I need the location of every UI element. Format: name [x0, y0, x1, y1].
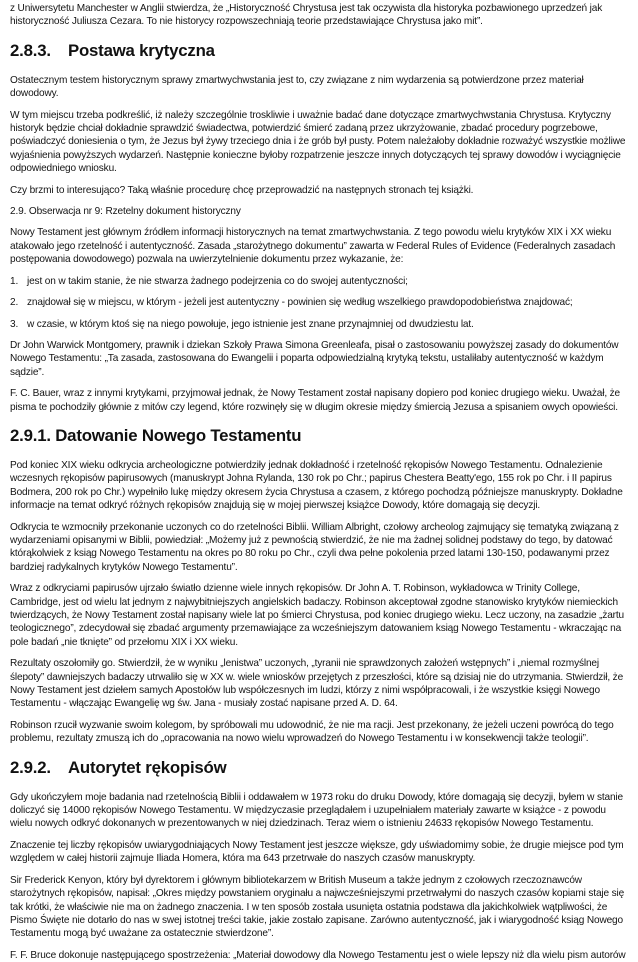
section-title: Autorytet rękopisów	[68, 757, 227, 777]
paragraph: Robinson rzucił wyzwanie swoim kolegom, by spróbowali mu udowodnić, że nie ma racji. Jest przekonany, że jeżeli uczeni powrócą do tego problemu, rezultaty zmuszą ich do „opracowania na nowo wielu wprowadzeń do Nowego Testamentu i w konsekwencji także teologii”.	[10, 719, 614, 745]
paragraph: Gdy ukończyłem moje badania nad rzetelnością Biblii i oddawałem w 1973 roku do druku Dowody, które domagają się decyzji, byłem w stanie doliczyć się 14000 rękopisów Nowego Testamentu. W międzyczasie przeglądałem i uzupełniałem materiały zawarte w książce - z powodu wielu nowych odkryć dokonanych w prezentowanych w niej dziedzinach. Teraz wiem o istnieniu 24633 rękopisów Nowego Testamentu.	[10, 791, 623, 830]
section-number: 2.9.2.	[10, 757, 51, 777]
list-text: w czasie, w którym ktoś się na niego powołuje, jego istnienie jest znane przynajmniej od dwudziestu lat.	[27, 318, 474, 330]
paragraph: Nowy Testament jest głównym źródłem informacji historycznych na temat zmartwychwstania. Z tego powodu wielu krytyków XIX i XX wieku atakowało jego rzetelność i autentyczność. Zasada „starożytnego dokumentu” zawarta w Federal Rules of Evidence (Federalnych zasadach postępowania dowodowego) pozwala na uwierzytelnienie dokumentu przez wykazanie, że:	[10, 227, 616, 266]
section-number: 2.9.1.	[10, 425, 51, 445]
paragraph: Pod koniec XIX wieku odkrycia archeologiczne potwierdziły jednak dokładność i rzetelność rękopisów Nowego Testamentu. Odnalezienie wczesnych rękopisów papirusowych (manuskrypt Johna Rylanda, 130 rok po Chr.; papirus Chestera Beatty'ego, 155 rok po Chr. i II papirus Bodmera, 200 rok po Chr.) wypełniło lukę między okresem życia Chrystusa a czasem, z którego pochodzą późniejsze manuskrypty. Dokładne informacje na temat odkryć różnych rękopisów znajdują się w mojej pierwszej książce Dowody, które domagają się decyzji.	[10, 459, 623, 512]
list-text: znajdował się w miejscu, w którym - jeżeli jest autentyczny - powinien się według wszelkiego prawdopodobieństwa znajdować;	[27, 297, 573, 309]
section-title: Postawa krytyczna	[68, 40, 215, 60]
section-number: 2.8.3.	[10, 40, 51, 60]
list-item	[10, 275, 628, 288]
paragraph: F. C. Bauer, wraz z innymi krytykami, przyjmował jednak, że Nowy Testament został napisany dopiero pod koniec drugiego wieku. Uważał, że pisma te pochodziły głównie z mitów czy legend, które rozwinęły się w długim okresie między śmiercią Jezusa a spisaniem owych opowieści.	[10, 388, 620, 413]
section-heading-2-9-2	[10, 758, 628, 778]
intro-paragraph: z Uniwersytetu Manchester w Anglii stwierdza, że „Historyczność Chrystusa jest tak oczywista dla historyka pozbawionego uprzedzeń jak historyczność Juliusza Cezara. To nie historycy rozpowszechniają teorie przedstawiające Chrystusa jako mit”.	[10, 3, 603, 28]
paragraph: Ostatecznym testem historycznym sprawy zmartwychwstania jest to, czy związane z nim wydarzenia są potwierdzone przez materiał dowodowy.	[10, 74, 584, 100]
list-item	[10, 296, 628, 309]
paragraph: Dr John Warwick Montgomery, prawnik i dziekan Szkoły Prawa Simona Greenleafa, pisał o zastosowaniu powyższej zasady do dokumentów Nowego Testamentu: „Ta zasada, zastosowana do Ewangelii i poparta odpowiedzialną krytyką tekstu, ustaliłaby autentyczność w każdym sądzie”.	[10, 339, 619, 378]
paragraph: F. F. Bruce dokonuje następującego spostrzeżenia: „Materiał dowodowy dla Nowego Testamentu jest o wiele lepszy niż dla wielu pism autorów	[10, 949, 626, 961]
list-number: 1.	[10, 275, 19, 287]
paragraph: W tym miejscu trzeba podkreślić, iż należy szczególnie troskliwie i uważnie badać dane dotyczące zmartwychwstania Chrystusa. Krytyczny historyk będzie chciał dokładnie sprawdzić świadectwa, potwierdzić śmierć zadaną przez ukrzyżowanie, zbadać procedury pogrzebowe, poświadczyć doniesienia o tym, że Jezus był żywy trzeciego dnia i że grób był pusty. Potem należałoby dokładnie rozważyć wszystkie możliwe wyjaśnienia powyższych wydarzeń. Następnie konieczne byłoby rozpatrzenie jeszcze innych dotyczących tej sprawy dowodów i wyciągnięcie odpowiedniego wniosku.	[10, 109, 626, 175]
paragraph: Sir Frederick Kenyon, który był dyrektorem i głównym bibliotekarzem w British Museum a także jednym z czołowych rzeczoznawców starożytnych rękopisów, napisał: „Okres między powstaniem oryginału a najwcześniejszymi przetrwałymi do naszych czasów kopiami staje się tak krótki, że właściwie nie ma on żadnego znaczenia. I w ten sposób została usunięta ostatnia podstawa dla jakichkolwiek wątpliwości, że Pismo Święte nie dotarło do nas w swej istotnej treści takie, jakie zostało zapisane. Zarówno autentyczność, jak i wiarygodność ksiąg Nowego Testamentu mogą być uważane za ostatecznie stwierdzone”.	[10, 874, 625, 940]
section-heading-2-9-1	[10, 426, 628, 446]
paragraph: Rezultaty oszołomiły go. Stwierdził, że w wyniku „lenistwa” uczonych, „tyranii nie sprawdzonych założeń wstępnych” i „niemal rozmyślnej ślepoty” dawniejszych badaczy utrwaliło się w XX w. wiele wniosków przejętych z przeszłości, które są dzisiaj nie do utrzymania. Stwierdził, że Nowy Testament jest dziełem samych Apostołów lub współczesnych im ludzi, którzy z nimi współpracowali, i że wszystkie księgi Nowego Testamentu - włączając Ewangelię wg św. Jana - musiały zostać napisane przed A. D. 64.	[10, 658, 624, 710]
observation-label: 2.9. Obserwacja nr 9: Rzetelny dokument historyczny	[10, 206, 241, 218]
list-number: 2.	[10, 297, 19, 309]
list-number: 3.	[10, 318, 19, 330]
section-heading-2-8-3	[10, 41, 628, 61]
paragraph: Odkrycia te wzmocniły przekonanie uczonych co do rzetelności Biblii. William Albright, czołowy archeolog zajmujący się tematyką związaną z wydarzeniami opisanymi w Biblii, powiedział: „Możemy już z pewnością stwierdzić, że nie ma żadnej solidnej podstawy do tego, by datować którąkolwiek z ksiąg Nowego Testamentu na okres po 80 roku po Chr., czyli dwa pełne pokolenia przed latami 130-150, podawanymi przez bardziej radykalnych krytyków Nowego Testamentu”.	[10, 521, 619, 573]
paragraph: Wraz z odkryciami papirusów ujrzało światło dzienne wiele innych rękopisów. Dr John A. T. Robinson, wykładowca w Trinity College, Cambridge, jest od wielu lat jednym z najwybitniejszych angielskich badaczy. Robinson akceptował zgodne stanowisko krytyków niemieckich twierdzących, że Nowy Testament został napisany wiele lat po śmierci Chrystusa, pod koniec drugiego wieku. Lecz uczony, na zasadzie „żartu teologicznego”, zdecydował się zbadać argumenty przemawiające za wcześniejszym datowaniem ksiąg Nowego Testamentu - wkraczając na pole badań „nie tknięte” od przełomu XIX i XX wieku.	[10, 583, 625, 648]
section-title: Datowanie Nowego Testamentu	[55, 425, 302, 445]
paragraph: Znaczenie tej liczby rękopisów uwiarygodniających Nowy Testament jest jeszcze większe, gdy uświadomimy sobie, że drugie miejsce pod tym względem w całej historii zajmuje Iliada Homera, która ma 643 przetrwałe do naszych czasów manuskrypty.	[10, 839, 624, 865]
paragraph: Czy brzmi to interesująco? Taką właśnie procedurę chcę przeprowadzić na następnych stronach tej książki.	[10, 184, 474, 196]
list-item	[10, 318, 628, 331]
criteria-list	[10, 275, 628, 331]
list-text: jest on w takim stanie, że nie stwarza żadnego podejrzenia co do swojej autentyczności;	[27, 275, 408, 287]
